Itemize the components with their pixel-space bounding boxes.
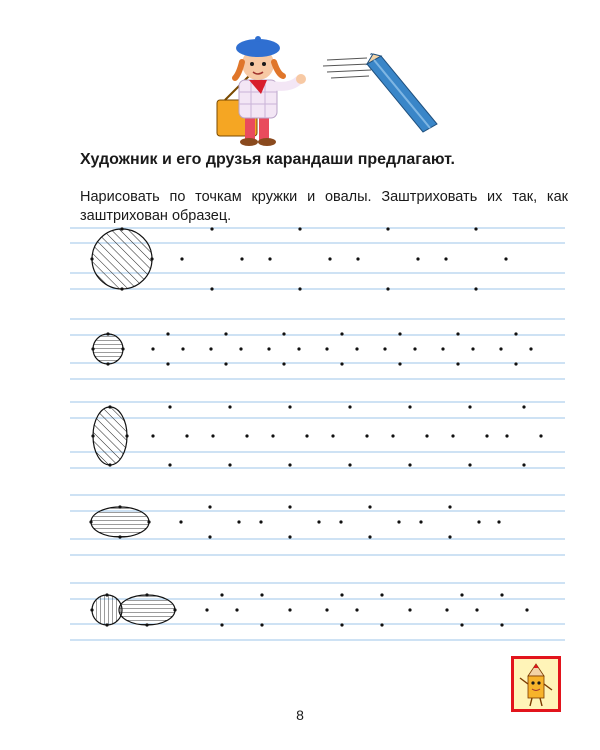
guide-dot (468, 463, 471, 466)
guide-dot (356, 257, 359, 260)
guide-dot (125, 434, 128, 437)
guide-dot (181, 347, 184, 350)
guide-dot (91, 434, 94, 437)
guide-dot (416, 257, 419, 260)
guide-dot (529, 347, 532, 350)
sample-circle (92, 229, 152, 289)
guide-dot (456, 362, 459, 365)
guide-dot (208, 505, 211, 508)
guide-dot (180, 257, 183, 260)
guide-dot (340, 593, 343, 596)
guide-dot (451, 434, 454, 437)
guide-dot (448, 505, 451, 508)
guide-dot (386, 227, 389, 230)
guide-dot (288, 608, 291, 611)
guide-dot (331, 434, 334, 437)
guide-dot (105, 593, 108, 596)
motion-lines (323, 58, 371, 78)
guide-dot (474, 287, 477, 290)
guide-dot (383, 347, 386, 350)
guide-dot (522, 463, 525, 466)
guide-dot (497, 520, 500, 523)
guide-dot (210, 287, 213, 290)
ruled-lines (70, 228, 565, 640)
guide-dot (328, 257, 331, 260)
guide-dot (105, 623, 108, 626)
guide-dot (425, 434, 428, 437)
guide-dot (298, 287, 301, 290)
guide-dot (380, 593, 383, 596)
guide-dot (245, 434, 248, 437)
guide-dot (210, 227, 213, 230)
guide-dot (380, 623, 383, 626)
guide-dot (260, 623, 263, 626)
guide-dot (288, 405, 291, 408)
guide-dot (325, 347, 328, 350)
guide-dot (471, 347, 474, 350)
guide-dot (282, 332, 285, 335)
guide-dot (398, 362, 401, 365)
guide-dot (237, 520, 240, 523)
dot-guides (89, 227, 542, 626)
corner-badge (511, 656, 561, 712)
guide-dot (386, 287, 389, 290)
guide-dot (474, 227, 477, 230)
guide-dot (89, 520, 92, 523)
sample-circle-and-oval (92, 595, 175, 625)
guide-dot (419, 520, 422, 523)
guide-dot (108, 463, 111, 466)
guide-dot (267, 347, 270, 350)
guide-dot (368, 505, 371, 508)
guide-dot (288, 463, 291, 466)
guide-dot (514, 332, 517, 335)
guide-dot (525, 608, 528, 611)
guide-dot (397, 520, 400, 523)
guide-dot (408, 405, 411, 408)
guide-dot (179, 520, 182, 523)
guide-dot (220, 623, 223, 626)
guide-dot (220, 593, 223, 596)
guide-dot (259, 520, 262, 523)
guide-dot (485, 434, 488, 437)
guide-dot (408, 608, 411, 611)
sample-small-circle (93, 334, 123, 364)
guide-dot (468, 405, 471, 408)
guide-dot (355, 347, 358, 350)
guide-dot (340, 623, 343, 626)
guide-dot (224, 332, 227, 335)
guide-dot (228, 463, 231, 466)
guide-dot (499, 347, 502, 350)
guide-dot (368, 535, 371, 538)
guide-dot (151, 434, 154, 437)
guide-dot (240, 257, 243, 260)
guide-dot (209, 347, 212, 350)
guide-dot (505, 434, 508, 437)
guide-dot (355, 608, 358, 611)
guide-dot (445, 608, 448, 611)
guide-dot (444, 257, 447, 260)
sample-wide-oval (91, 507, 149, 537)
guide-dot (151, 347, 154, 350)
guide-dot (228, 405, 231, 408)
guide-dot (539, 434, 542, 437)
guide-dot (339, 520, 342, 523)
guide-dot (118, 505, 121, 508)
guide-dot (173, 608, 176, 611)
guide-dot (224, 362, 227, 365)
guide-dot (448, 535, 451, 538)
guide-dot (239, 347, 242, 350)
guide-dot (348, 463, 351, 466)
guide-dot (121, 347, 124, 350)
guide-dot (477, 520, 480, 523)
guide-dot (108, 405, 111, 408)
guide-dot (106, 332, 109, 335)
instructions-text: Нарисовать по точкам кружки и овалы. Заштриховать их так, как заштрихован образец. (80, 189, 568, 224)
guide-dot (120, 227, 123, 230)
guide-dot (340, 362, 343, 365)
page-number: 8 (296, 707, 304, 723)
guide-dot (150, 257, 153, 260)
guide-dot (522, 405, 525, 408)
guide-dot (514, 362, 517, 365)
guide-dot (408, 463, 411, 466)
guide-dot (145, 593, 148, 596)
guide-dot (340, 332, 343, 335)
guide-dot (211, 434, 214, 437)
guide-dot (305, 434, 308, 437)
artist-illustration (215, 28, 455, 148)
blue-pencil-icon (367, 53, 437, 132)
guide-dot (504, 257, 507, 260)
guide-dot (118, 535, 121, 538)
guide-dot (208, 535, 211, 538)
guide-dot (205, 608, 208, 611)
guide-dot (317, 520, 320, 523)
guide-dot (145, 623, 148, 626)
guide-dot (297, 347, 300, 350)
guide-dot (288, 505, 291, 508)
guide-dot (298, 227, 301, 230)
guide-dot (166, 332, 169, 335)
guide-dot (260, 593, 263, 596)
guide-dot (365, 434, 368, 437)
guide-dot (282, 362, 285, 365)
guide-dot (500, 623, 503, 626)
guide-dot (441, 347, 444, 350)
guide-dot (325, 608, 328, 611)
guide-dot (120, 287, 123, 290)
guide-dot (90, 257, 93, 260)
guide-dot (475, 608, 478, 611)
guide-dot (235, 608, 238, 611)
guide-dot (500, 593, 503, 596)
page-heading: Художник и его друзья карандаши предлагают. (80, 151, 455, 168)
guide-dot (168, 405, 171, 408)
guide-dot (460, 593, 463, 596)
guide-dot (90, 608, 93, 611)
guide-dot (106, 362, 109, 365)
guide-dot (185, 434, 188, 437)
sample-tall-oval (93, 407, 127, 465)
guide-dot (166, 362, 169, 365)
guide-dot (348, 405, 351, 408)
artist-boy-icon (217, 36, 306, 146)
guide-dot (168, 463, 171, 466)
guide-dot (147, 520, 150, 523)
guide-dot (398, 332, 401, 335)
guide-dot (413, 347, 416, 350)
guide-dot (268, 257, 271, 260)
guide-dot (91, 347, 94, 350)
guide-dot (391, 434, 394, 437)
guide-dot (460, 623, 463, 626)
guide-dot (271, 434, 274, 437)
guide-dot (456, 332, 459, 335)
guide-dot (288, 535, 291, 538)
